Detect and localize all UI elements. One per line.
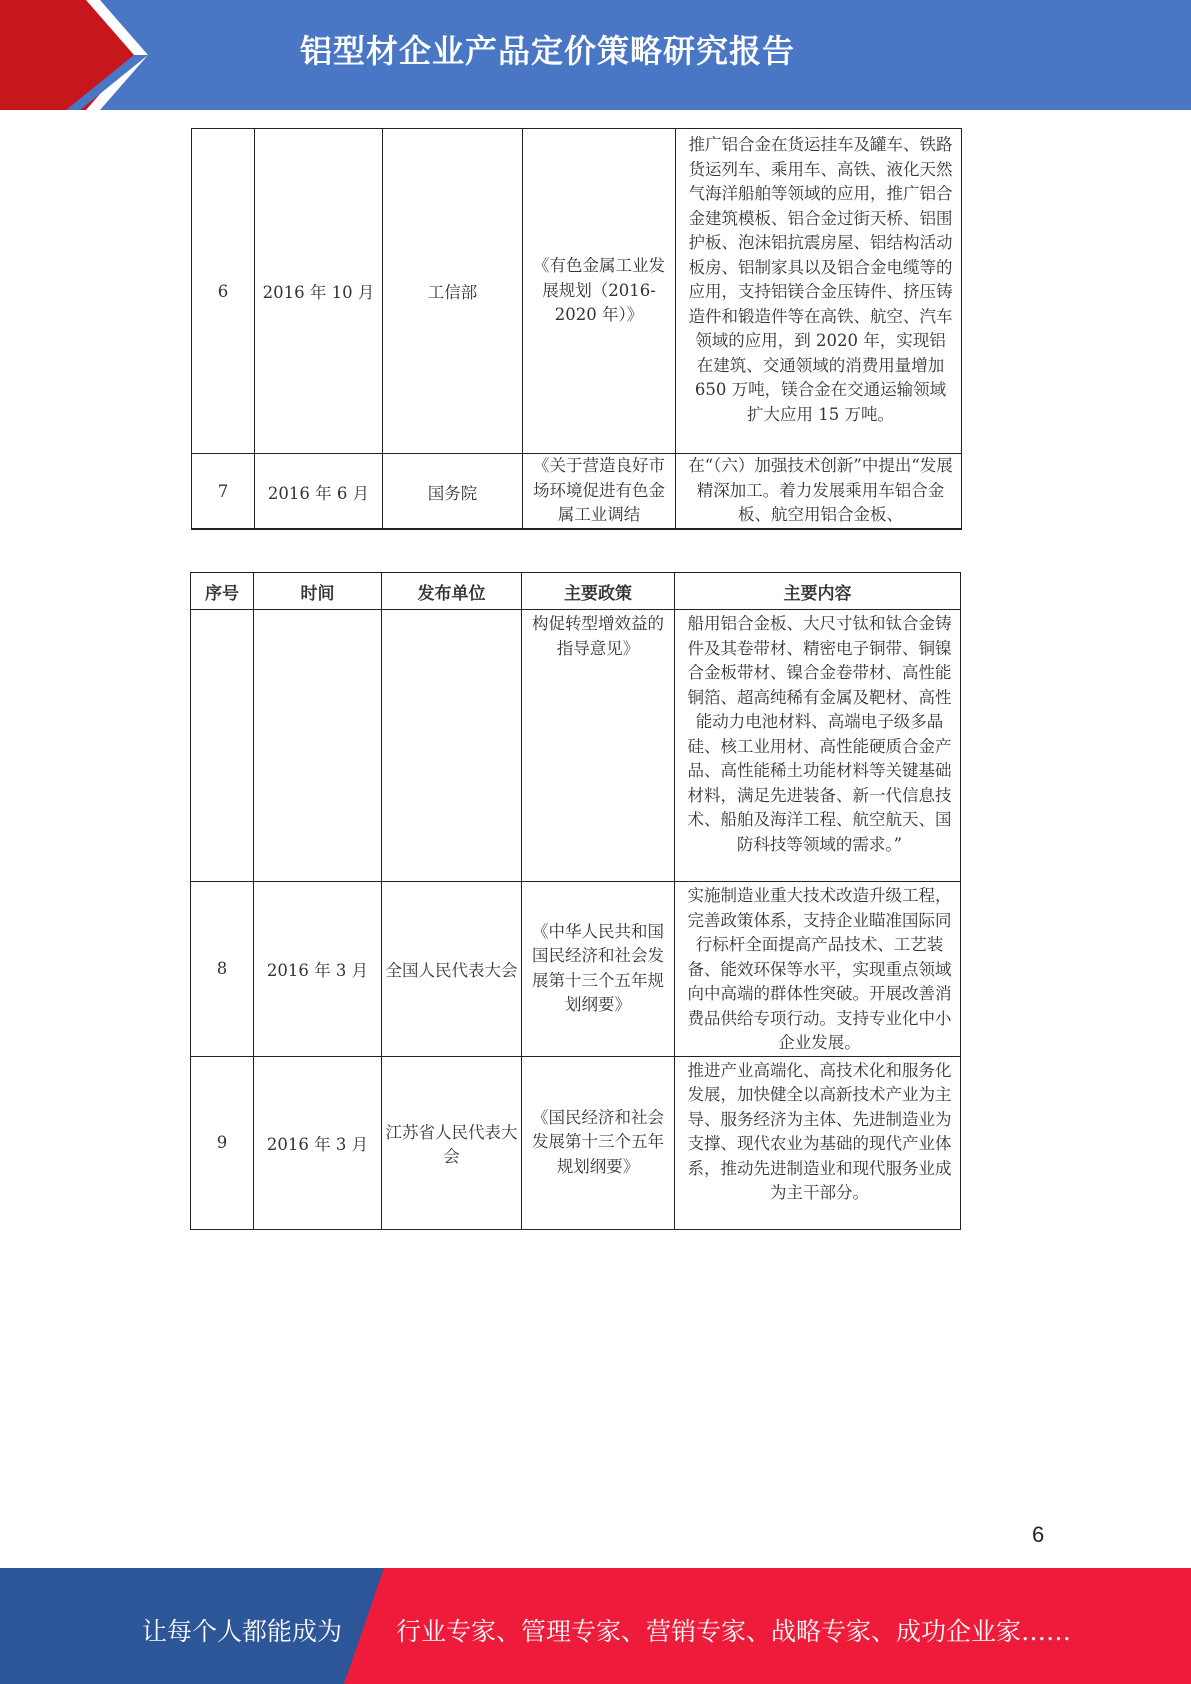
- cell-policy: 《关于营造良好市场环境促进有色金属工业调结: [523, 454, 676, 530]
- cell-content: 实施制造业重大技术改造升级工程，完善政策体系，支持企业瞄准国际同行标杆全面提高产品技术、工艺装备、能效环保等水平，实现重点领域向中高端的群体性突破。开展改善消费品供给专项行动。支持专业化中小企业发展。: [675, 882, 961, 1057]
- cell-issuer: 江苏省人民代表大会: [382, 1056, 522, 1229]
- report-title: 铝型材企业产品定价策略研究报告: [300, 33, 796, 69]
- policy-table: [190, 572, 961, 1230]
- cell-policy: 《中华人民共和国国民经济和社会发展第十三个五年规划纲要》: [522, 882, 675, 1057]
- cell-policy: 《有色金属工业发展规划（2016-2020 年）》: [523, 129, 676, 454]
- header-issuer: 发布单位: [382, 573, 522, 610]
- page-header: [0, 0, 1191, 110]
- table-row: [191, 1056, 961, 1229]
- cell-policy: 构促转型增效益的指导意见》: [522, 610, 675, 882]
- cell-content: 推进产业高端化、高技术化和服务化发展，加快健全以高新技术产业为主导、服务经济为主体、先进制造业为支撑、现代农业为基础的现代产业体系，推动先进制造业和现代服务业成为主干部分。: [675, 1056, 961, 1229]
- header-policy: 主要政策: [522, 573, 675, 610]
- table-row: [192, 129, 962, 454]
- cell-content: 在“（六）加强技术创新”中提出“发展精深加工。着力发展乘用车铝合金板、航空用铝合金板、: [676, 454, 962, 530]
- header-content: 主要内容: [675, 573, 961, 610]
- header-no: 序号: [191, 573, 254, 610]
- cell-issuer: 全国人民代表大会: [382, 882, 522, 1057]
- footer-slogan-right: 行业专家、管理专家、营销专家、战略专家、成功企业家……: [396, 1617, 1072, 1646]
- cell-issuer: 国务院: [383, 454, 523, 530]
- cell-policy: 《国民经济和社会发展第十三个五年规划纲要》: [522, 1056, 675, 1229]
- cell-content: 船用铝合金板、大尺寸钛和钛合金铸件及其卷带材、精密电子铜带、铜镍合金板带材、镍合金卷带材、高性能铜箔、超高纯稀有金属及靶材、高性能动力电池材料、高端电子级多晶硅、核工业用材、高性能硬质合金产品、高性能稀土功能材料等关键基础材料，满足先进装备、新一代信息技术、船舶及海洋工程、航空航天、国防科技等领域的需求。”: [675, 610, 961, 882]
- cell-no: 9: [191, 1056, 254, 1229]
- cell-no: [191, 610, 254, 882]
- table-row: [192, 454, 962, 530]
- footer-slogan-left: 让每个人都能成为: [142, 1617, 343, 1646]
- policy-table-continued: [191, 128, 962, 530]
- page-footer: [0, 1568, 1191, 1684]
- cell-time: 2016 年 3 月: [254, 882, 382, 1057]
- table-bottom-rule: [191, 528, 962, 530]
- cell-no: 6: [192, 129, 255, 454]
- cell-time: 2016 年 10 月: [255, 129, 383, 454]
- table-header-row: [191, 573, 961, 610]
- page-number: 6: [1032, 1522, 1045, 1547]
- cell-no: 7: [192, 454, 255, 530]
- header-arrow-decoration: [0, 0, 160, 110]
- cell-time: 2016 年 3 月: [254, 1056, 382, 1229]
- cell-time: 2016 年 6 月: [255, 454, 383, 530]
- cell-issuer: 工信部: [383, 129, 523, 454]
- header-time: 时间: [254, 573, 382, 610]
- table-row: [191, 882, 961, 1057]
- cell-time: [254, 610, 382, 882]
- cell-no: 8: [191, 882, 254, 1057]
- cell-content: 推广铝合金在货运挂车及罐车、铁路货运列车、乘用车、高铁、液化天然气海洋船舶等领域的应用，推广铝合金建筑模板、铝合金过街天桥、铝围护板、泡沫铝抗震房屋、铝结构活动板房、铝制家具以及铝合金电缆等的应用，支持铝镁合金压铸件、挤压铸造件和锻造件等在高铁、航空、汽车领域的应用，到 2020 年，实现铝在建筑、交通领域的消费用量增加 650 万吨，镁合金在交通运输领域扩大应用 15 万吨。: [676, 129, 962, 454]
- table-row: [191, 610, 961, 882]
- cell-issuer: [382, 610, 522, 882]
